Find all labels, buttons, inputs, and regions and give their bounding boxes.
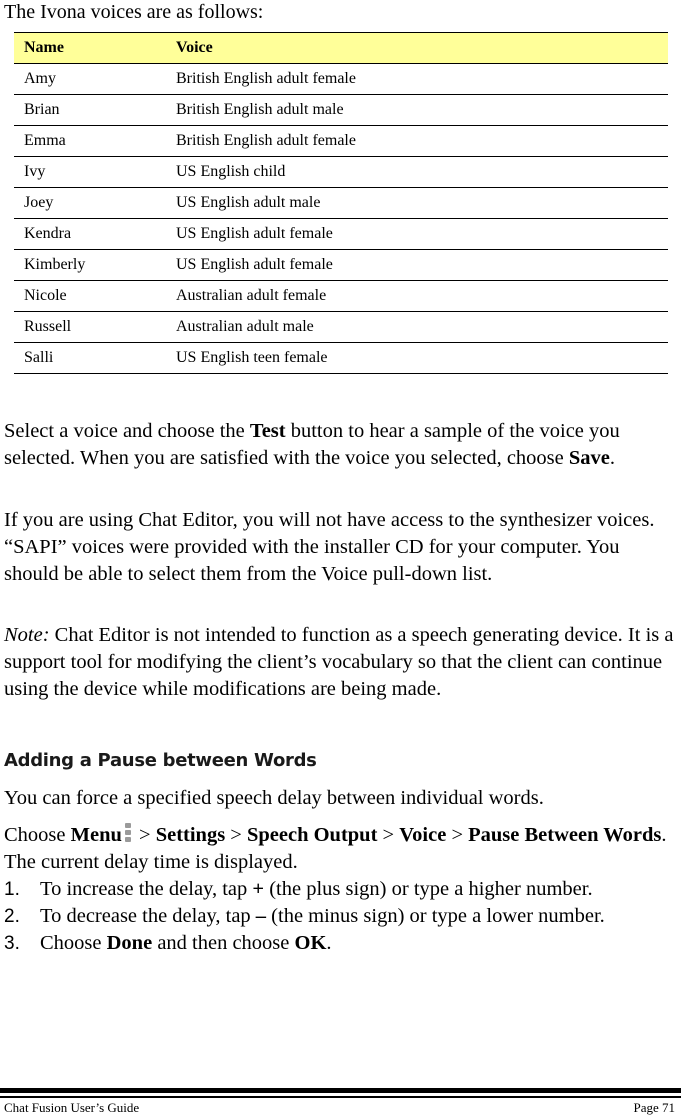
- choose-tail-text: . The current delay time is displayed.: [4, 824, 667, 873]
- table-row: [14, 281, 668, 312]
- note-paragraph: [4, 622, 676, 703]
- voice-description: British English adult male: [176, 101, 344, 118]
- voice-description: US English adult female: [176, 225, 333, 242]
- step-number: 1.: [4, 879, 20, 900]
- table-row: [14, 188, 668, 219]
- save-button-ref: Save: [568, 447, 610, 469]
- table-row: [14, 312, 668, 343]
- select-text-2: button to hear a sample of the voice you selected. When you are satisfied with the voice you selected, choose: [4, 420, 620, 469]
- table-row: [14, 126, 668, 157]
- table-row: [14, 250, 668, 281]
- voice-description: Australian adult male: [176, 318, 314, 335]
- footer-rule-thick: [0, 1088, 681, 1093]
- menu-ref: Menu: [70, 824, 122, 846]
- choose-text: Choose: [4, 824, 71, 846]
- table-row: [14, 64, 668, 95]
- voice-description: US English child: [176, 163, 286, 180]
- list-item: [4, 930, 605, 957]
- table-row: [14, 95, 668, 126]
- voice-name: Emma: [24, 132, 66, 149]
- list-item: [4, 876, 605, 903]
- step-text-part: .: [326, 932, 332, 954]
- menu-icon: [125, 823, 131, 843]
- footer-rule-thin: [0, 1096, 681, 1098]
- header-voice: Voice: [176, 39, 213, 56]
- path-separator: >: [225, 824, 247, 846]
- intro-text: The Ivona voices are as follows:: [4, 1, 264, 23]
- settings-ref: Settings: [155, 824, 226, 846]
- voice-name: Brian: [24, 101, 60, 118]
- step-text-part: (the plus sign) or type a higher number.: [264, 878, 593, 900]
- path-separator: >: [446, 824, 469, 846]
- voice-name: Kimberly: [24, 256, 86, 273]
- select-voice-paragraph: [4, 418, 676, 472]
- step-text: [40, 876, 593, 903]
- step-text: [40, 930, 332, 957]
- table-row: [14, 157, 668, 188]
- ok-ref: OK: [294, 932, 327, 954]
- table-header-row: [14, 33, 668, 64]
- plus-sign: +: [252, 878, 265, 900]
- voice-description: US English adult male: [176, 194, 321, 211]
- step-number: 2.: [4, 906, 20, 927]
- voice-name: Russell: [24, 318, 72, 335]
- force-delay-paragraph: You can force a specified speech delay between individual words.: [4, 787, 544, 809]
- voice-name: Joey: [24, 194, 54, 211]
- step-text-part: Choose: [40, 932, 107, 954]
- voice-ref: Voice: [399, 824, 447, 846]
- steps-list: [4, 876, 605, 957]
- step-number: 3.: [4, 933, 20, 954]
- step-text: [40, 903, 605, 930]
- voice-description: Australian adult female: [176, 287, 327, 304]
- voice-description: US English teen female: [176, 349, 328, 366]
- done-ref: Done: [106, 932, 153, 954]
- section-heading: Adding a Pause between Words: [4, 750, 317, 771]
- footer-page-number: Page 71: [633, 1100, 675, 1115]
- voice-description: British English adult female: [176, 132, 356, 149]
- footer-guide-title: Chat Fusion User’s Guide: [4, 1100, 140, 1115]
- speech-output-ref: Speech Output: [246, 824, 378, 846]
- step-text-part: (the minus sign) or type a lower number.: [266, 905, 605, 927]
- voices-table: [14, 32, 668, 374]
- step-text-part: To decrease the delay, tap: [40, 905, 256, 927]
- voice-name: Amy: [24, 70, 56, 87]
- note-label: Note:: [4, 624, 50, 646]
- select-text-3: .: [609, 447, 616, 469]
- note-text: Chat Editor is not intended to function as a speech generating device. It is a support tool for modifying the client’s vocabulary so that the client can continue using the device while modifications are being made.: [4, 624, 674, 700]
- voice-description: British English adult female: [176, 70, 356, 87]
- voice-description: US English adult female: [176, 256, 333, 273]
- pause-between-words-ref: Pause Between Words: [468, 824, 662, 846]
- chat-editor-paragraph: If you are using Chat Editor, you will not have access to the synthesizer voices. “SAPI” voices were provided with the installer CD for your computer. You should be able to select them from the Voice pull-down list.: [4, 509, 655, 585]
- step-text-part: and then choose: [152, 932, 295, 954]
- path-separator: >: [133, 824, 156, 846]
- list-item: [4, 903, 605, 930]
- select-text-1: Select a voice and choose the: [4, 420, 250, 442]
- voice-name: Nicole: [24, 287, 67, 304]
- table-row: [14, 343, 668, 374]
- header-name: Name: [24, 39, 64, 56]
- voice-name: Ivy: [24, 163, 46, 180]
- voice-name: Salli: [24, 349, 54, 366]
- minus-sign: –: [255, 905, 267, 927]
- test-button-ref: Test: [249, 420, 286, 442]
- path-separator: >: [377, 824, 400, 846]
- voice-name: Kendra: [24, 225, 72, 242]
- table-row: [14, 219, 668, 250]
- choose-path-paragraph: [4, 822, 676, 876]
- step-text-part: To increase the delay, tap: [40, 878, 253, 900]
